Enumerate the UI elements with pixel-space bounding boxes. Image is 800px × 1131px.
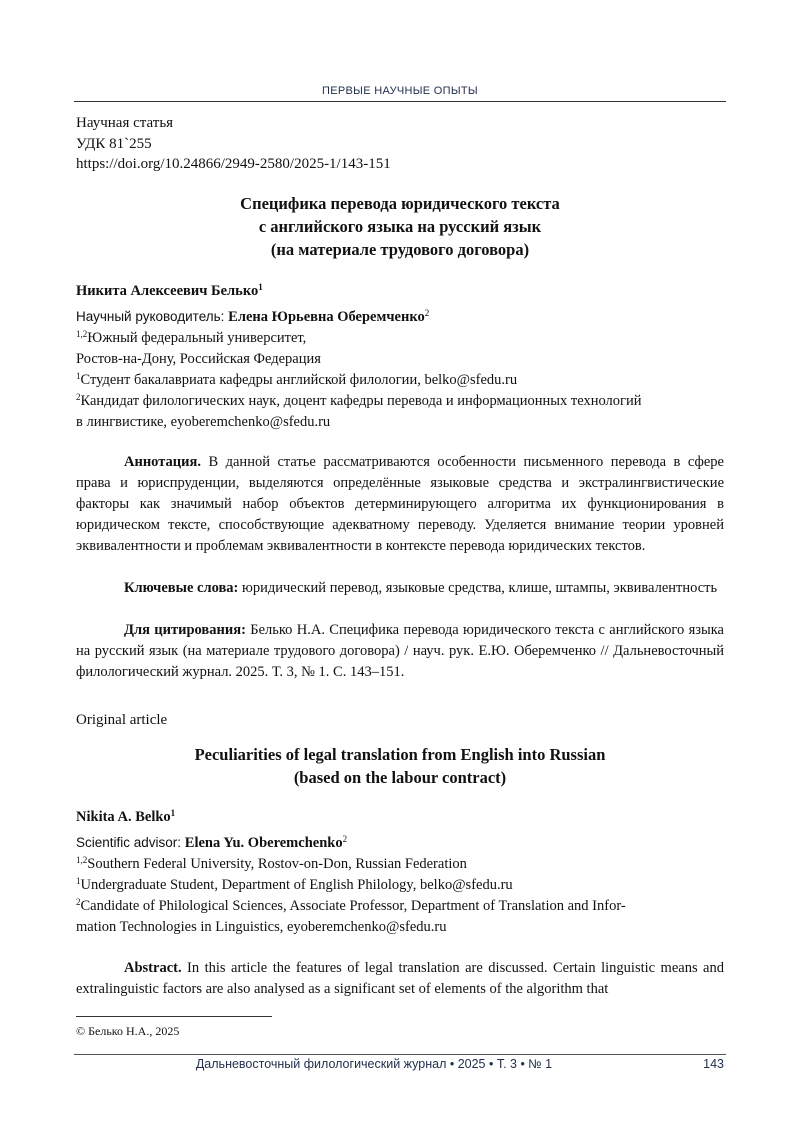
- title-ru: [74, 192, 726, 261]
- author-ru: [76, 283, 263, 300]
- affiliations-ru: [76, 306, 736, 433]
- affiliation-text: Южный федеральный университет,: [87, 330, 307, 346]
- header-rule: [74, 101, 726, 102]
- title-en: [74, 743, 726, 789]
- doi-link[interactable]: https://doi.org/10.24866/2949-2580/2025-1/143-151: [76, 156, 391, 172]
- title-en-line: Peculiarities of legal translation from English into Russian: [194, 745, 606, 764]
- abstract-ru: [76, 452, 724, 557]
- author-name: Nikita A. Belko: [76, 809, 171, 825]
- affiliation-text: Ростов-на-Дону, Российская Федерация: [76, 351, 321, 367]
- affiliation-sup: 2: [76, 897, 81, 907]
- keywords-text: юридический перевод, языковые средства, клише, штампы, эквивалентность: [238, 580, 718, 596]
- title-en-line: (based on the labour contract): [293, 768, 507, 787]
- affiliation-line: [76, 896, 736, 917]
- advisor-line: [76, 306, 736, 328]
- abstract-text: In this article the features of legal translation are discussed. Certain linguistic means and extralinguistic factors are also analysed as a significant set of elements of the algorithm that: [76, 960, 724, 997]
- affiliation-text: Undergraduate Student, Department of English Philology, belko@sfedu.ru: [80, 877, 513, 893]
- affiliation-sup: 1,2: [76, 855, 88, 865]
- affiliation-text: mation Technologies in Linguistics, eyoberemchenko@sfedu.ru: [76, 919, 447, 935]
- keywords-ru: [76, 578, 724, 599]
- article-meta: [76, 113, 391, 175]
- affiliation-sup: 1: [76, 371, 81, 381]
- affiliation-line: [76, 854, 736, 875]
- udc-code: УДК 81`255: [76, 135, 152, 152]
- affiliation-line: [76, 328, 736, 349]
- advisor-sup: 2: [424, 308, 430, 318]
- affiliation-sup: 1,2: [76, 329, 88, 339]
- footnote-rule: [76, 1016, 272, 1017]
- affiliation-text: Southern Federal University, Rostov-on-Don, Russian Federation: [87, 856, 467, 872]
- affiliation-line: [76, 391, 736, 412]
- author-sup: 1: [170, 808, 176, 818]
- advisor-line: [76, 832, 736, 854]
- advisor-sup: 2: [342, 834, 348, 844]
- author-sup: 1: [258, 282, 263, 292]
- advisor-label: Scientific advisor:: [76, 835, 185, 850]
- affiliation-line: [76, 875, 736, 896]
- affiliation-line: [76, 370, 736, 391]
- advisor-label: Научный руководитель:: [76, 309, 229, 324]
- abstract-label: Abstract.: [124, 960, 182, 976]
- affiliation-text: в лингвистике, eyoberemchenko@sfedu.ru: [76, 414, 331, 430]
- title-ru-line: с английского языка на русский язык: [258, 217, 542, 236]
- running-head: ПЕРВЫЕ НАУЧНЫЕ ОПЫТЫ: [322, 85, 478, 97]
- abstract-text: В данной статье рассматриваются особенности письменного перевода в сфере права и юриспруденции, выделяются определённые языковые средства и экстралингвистические факторы как значимый набор объектов детерминирующего алгоритма их функционирования в юридическом тексте, способствующие адекватному переводу. Уделяется внимание теории уровней эквивалентности и проблемам эквивалентности в контексте перевода юридических текстов.: [76, 454, 724, 554]
- abstract-en: [76, 958, 724, 1000]
- affiliation-sup: 2: [76, 392, 81, 402]
- citation-ru: [76, 620, 724, 683]
- affiliation-line: [76, 412, 736, 433]
- author-en: [76, 809, 175, 826]
- journal-footer: Дальневосточный филологический журнал • 2025 • Т. 3 • № 1: [195, 1057, 553, 1071]
- footer-rule: [74, 1054, 726, 1055]
- title-ru-line: (на материале трудового договора): [270, 240, 530, 259]
- advisor-name: Elena Yu. Oberemchenko: [184, 835, 343, 851]
- affiliation-line: [76, 349, 736, 370]
- advisor-name: Елена Юрьевна Оберемченко: [228, 309, 425, 325]
- article-type: Научная статья: [76, 115, 174, 131]
- author-name: Никита Алексеевич Белько: [76, 283, 259, 299]
- copyright-footnote: © Белько Н.А., 2025: [76, 1024, 180, 1038]
- affiliation-text: Кандидат филологических наук, доцент кафедры перевода и информационных технологий: [80, 393, 642, 409]
- affiliation-text: Candidate of Philological Sciences, Associate Professor, Department of Translation and Infor-: [80, 898, 626, 914]
- citation-text: Белько Н.А. Специфика перевода юридического текста с английского языка на русский язык (на материале трудового договора) / науч. рук. Е.Ю. Оберемченко // Дальневосточный филологический журнал. 2025. Т. 3, № 1. С. 143–151.: [76, 622, 724, 680]
- affiliations-en: [76, 832, 736, 938]
- page-number: 143: [703, 1057, 724, 1071]
- affiliation-line: [76, 917, 736, 938]
- keywords-label: Ключевые слова:: [124, 580, 239, 596]
- title-ru-line: Специфика перевода юридического текста: [240, 194, 560, 213]
- citation-label: Для цитирования:: [124, 622, 246, 638]
- affiliation-text: Студент бакалавриата кафедры английской филологии, belko@sfedu.ru: [80, 372, 518, 388]
- affiliation-sup: 1: [76, 876, 81, 886]
- abstract-label: Аннотация.: [124, 454, 201, 470]
- original-article-label: Original article: [76, 712, 168, 728]
